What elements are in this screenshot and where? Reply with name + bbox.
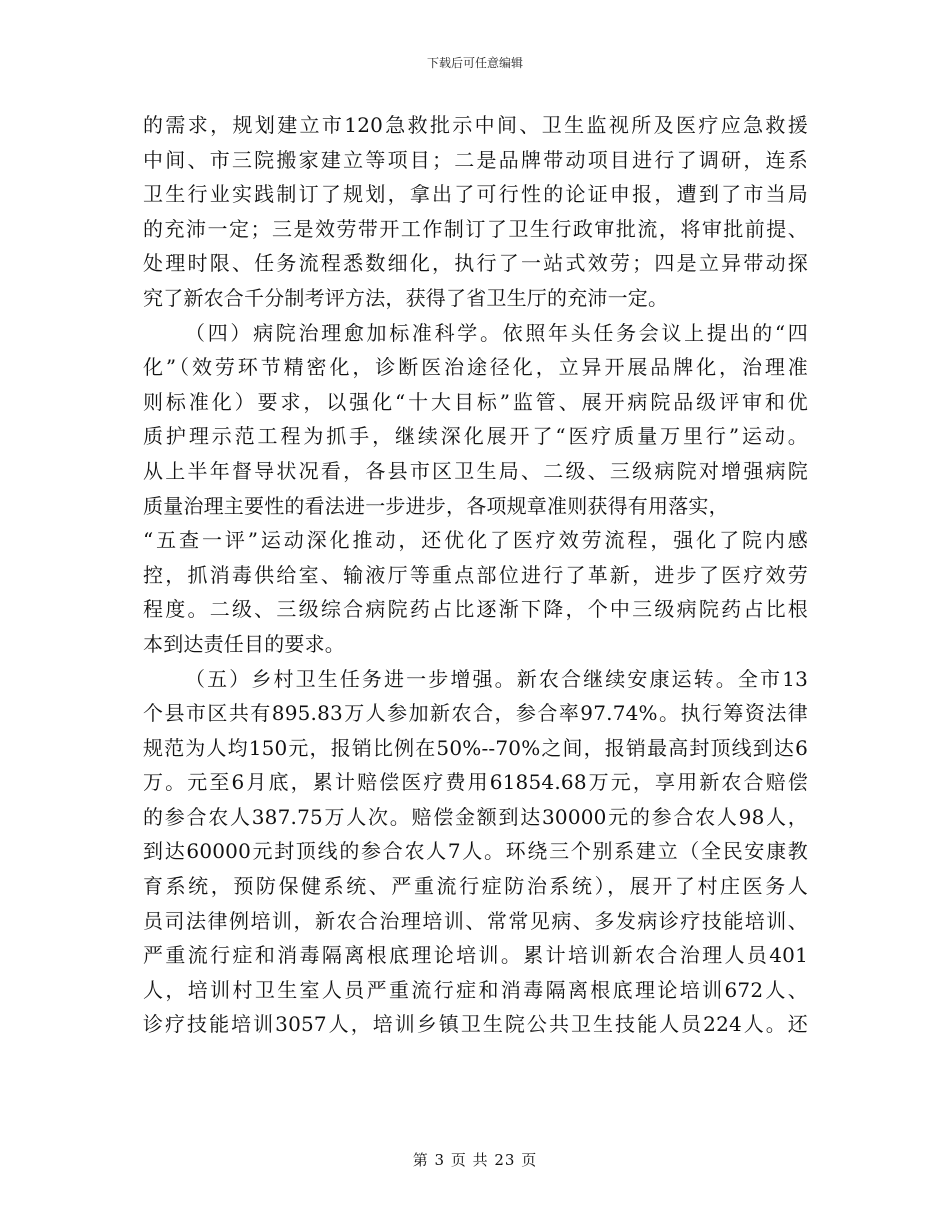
text-line: 质量治理主要性的看法进一步进步，各项规章准则获得有用落实，	[143, 493, 729, 518]
text-line: 个县市区共有895.83万人参加新农合，参合率97.74%。执行筹资法律	[143, 701, 808, 726]
text-line: 处理时限、任务流程悉数细化，执行了一站式效劳；四是立异带动探	[143, 251, 808, 276]
text-line: 到达60000元封顶线的参合农人7人。环绕三个别系建立（全民安康教	[143, 839, 808, 864]
text-line: 化”（效劳环节精密化，诊断医治途径化，立异开展品牌化，治理准	[143, 355, 808, 380]
text-line: “五查一评”运动深化推动，还优化了医疗效劳流程，强化了院内感	[143, 528, 808, 553]
text-line: 则标准化）要求，以强化“十大目标”监管、展开病院品级评审和优	[143, 389, 808, 414]
page-header: 下载后可任意编辑	[426, 56, 523, 70]
text-line: 质护理示范工程为抓手，继续深化展开了“医疗质量万里行”运动。	[143, 424, 808, 449]
text-line: 从上半年督导状况看，各县市区卫生局、二级、三级病院对增强病院	[143, 458, 808, 483]
text-line: 的参合农人387.75万人次。赔偿金额到达30000元的参合农人98人，	[143, 804, 808, 829]
text-line: 规范为人均150元，报销比例在50%--70%之间，报销最高封顶线到达6	[143, 735, 808, 760]
text-line: 员司法律例培训，新农合治理培训、常常见病、多发病诊疗技能培训、	[143, 908, 808, 933]
document-body	[143, 108, 808, 1042]
text-line: 程度。二级、三级综合病院药占比逐渐下降，个中三级病院药占比根	[143, 597, 808, 622]
text-line: 本到达责任目的要求。	[143, 631, 345, 656]
text-line: 中间、市三院搬家建立等项目；二是品牌带动项目进行了调研，连系	[143, 147, 808, 172]
page-number-footer: 第 3 页 共 23 页	[412, 1151, 538, 1169]
paragraph-start-line: （四）病院治理愈加标准科学。依照年头任务会议上提出的“四	[185, 320, 808, 345]
text-line: 究了新农合千分制考评方法，获得了省卫生厅的充沛一定。	[143, 285, 669, 310]
text-line: 万。元至6月底，累计赔偿医疗费用61854.68万元，享用新农合赔偿	[143, 770, 808, 795]
text-line: 控，抓消毒供给室、输液厅等重点部位进行了革新，进步了医疗效劳	[143, 562, 808, 587]
paragraph-start-line: （五）乡村卫生任务进一步增强。新农合继续安康运转。全市13	[185, 666, 808, 691]
text-line: 的充沛一定；三是效劳带开工作制订了卫生行政审批流，将审批前提、	[143, 216, 808, 241]
text-line: 人，培训村卫生室人员严重流行症和消毒隔离根底理论培训672人、	[143, 977, 808, 1002]
text-line: 卫生行业实践制订了规划，拿出了可行性的论证申报，遭到了市当局	[143, 182, 808, 207]
text-line: 育系统，预防保健系统、严重流行症防治系统），展开了村庄医务人	[143, 874, 808, 899]
text-line: 的需求，规划建立市120急救批示中间、卫生监视所及医疗应急救援	[143, 113, 808, 137]
text-line: 严重流行症和消毒隔离根底理论培训。累计培训新农合治理人员401	[143, 943, 808, 968]
text-line: 诊疗技能培训3057人，培训乡镇卫生院公共卫生技能人员224人。还	[143, 1012, 808, 1037]
